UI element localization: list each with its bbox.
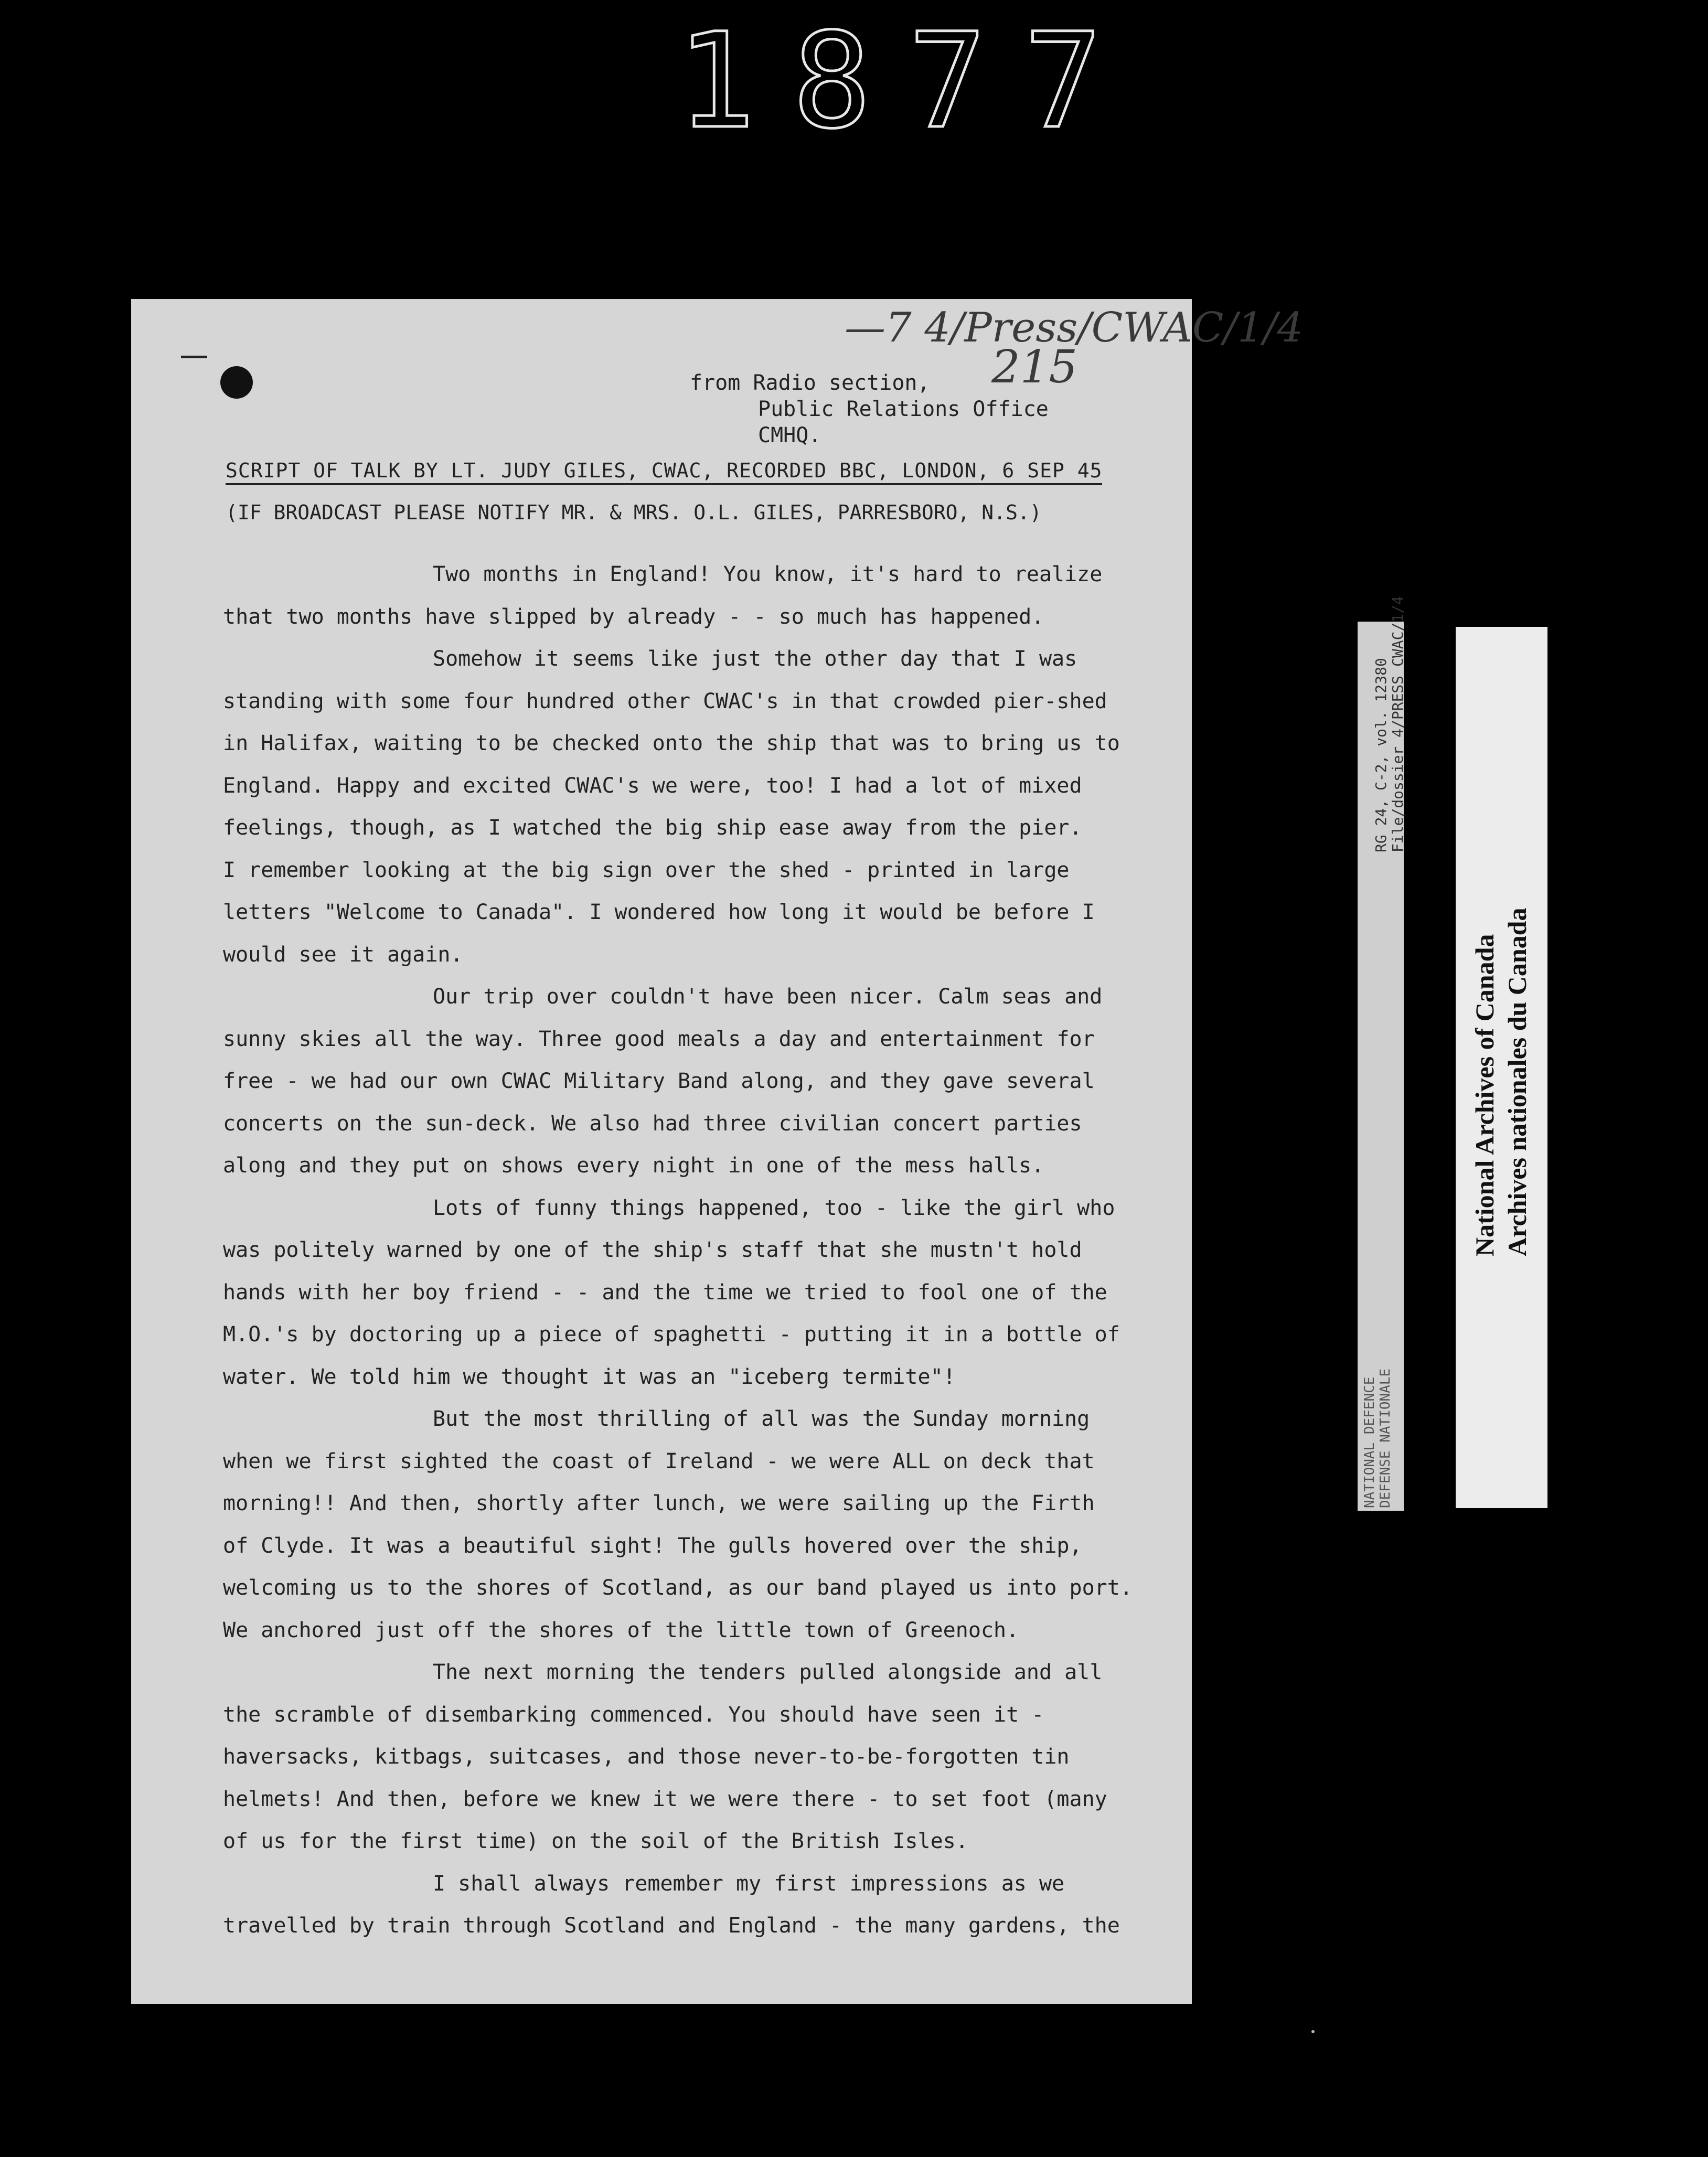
text-line: in Halifax, waiting to be checked onto the ship that was to bring us to xyxy=(223,731,1120,755)
text-line: that two months have slipped by already - - so much has happened. xyxy=(223,604,1044,629)
text-line: hands with her boy friend - - and the time we tried to fool one of the xyxy=(223,1280,1107,1305)
text-line: I remember looking at the big sign over the shed - printed in large xyxy=(223,858,1070,882)
dust-speck xyxy=(1311,2030,1315,2033)
text-line: Lots of funny things happened, too - like the girl who xyxy=(433,1195,1115,1220)
pencil-mark xyxy=(181,356,207,358)
text-line: We anchored just off the shores of the little town of Greenoch. xyxy=(223,1618,1019,1642)
text-line: along and they put on shows every night in one of the mess halls. xyxy=(223,1154,1044,1178)
text-line: Two months in England! You know, it's hard to realize xyxy=(433,562,1103,586)
text-line: helmets! And then, before we knew it we were there - to set foot (many xyxy=(223,1787,1107,1811)
text-line: free - we had our own CWAC Military Band along, and they gave several xyxy=(223,1069,1095,1093)
text-line: M.O.'s by doctoring up a piece of spaghetti - putting it in a bottle of xyxy=(223,1322,1120,1347)
script-title: SCRIPT OF TALK BY LT. JUDY GILES, CWAC, RECORDED BBC, LONDON, 6 SEP 45 xyxy=(226,459,1102,485)
punch-hole xyxy=(220,366,253,399)
archives-name-en: National Archives of Canada xyxy=(1470,934,1499,1256)
text-line: Our trip over couldn't have been nicer. Calm seas and xyxy=(433,985,1103,1009)
text-line: welcoming us to the shores of Scotland, as our band played us into port. xyxy=(223,1576,1133,1600)
archives-name-fr: Archives nationales du Canada xyxy=(1502,907,1532,1256)
letterhead xyxy=(690,370,1049,449)
text-line: England. Happy and excited CWAC's we were, too! I had a lot of mixed xyxy=(223,773,1082,798)
text-line: morning!! And then, shortly after lunch, we were sailing up the Firth xyxy=(223,1491,1095,1515)
text-line: But the most thrilling of all was the Sunday morning xyxy=(433,1407,1090,1431)
text-line: was politely warned by one of the ship's staff that she mustn't hold xyxy=(223,1238,1082,1262)
text-line: standing with some four hundred other CWAC's in that crowded pier-shed xyxy=(223,689,1107,713)
text-line: concerts on the sun-deck. We also had three civilian concert parties xyxy=(223,1111,1082,1136)
text-line: the scramble of disembarking commenced. You should have seen it - xyxy=(223,1702,1044,1727)
text-line: of us for the first time) on the soil of the British Isles. xyxy=(223,1829,968,1853)
archive-source-line: RG 24, C-2, vol. 12380 xyxy=(1372,658,1390,852)
text-line: travelled by train through Scotland and England - the many gardens, the xyxy=(223,1914,1120,1938)
text-line: I shall always remember my first impressions as we xyxy=(433,1871,1065,1896)
department-line: DEFENSE NATIONALE xyxy=(1378,1368,1393,1508)
archive-source-line: File/dossier 4/PRESS CWAC/1/4 xyxy=(1389,596,1406,852)
text-line: letters "Welcome to Canada". I wondered how long it would be before I xyxy=(223,900,1095,924)
text-line: feelings, though, as I watched the big ship ease away from the pier. xyxy=(223,816,1082,840)
broadcast-notice: (IF BROADCAST PLEASE NOTIFY MR. & MRS. O.L. GILES, PARRESBORO, N.S.) xyxy=(226,501,1042,524)
text-line: haversacks, kitbags, suitcases, and those never-to-be-forgotten tin xyxy=(223,1745,1070,1769)
document-page xyxy=(131,299,1304,2004)
handwritten-page-number: 215 xyxy=(991,341,1078,393)
department-line: NATIONAL DEFENCE xyxy=(1362,1376,1378,1508)
header-line: Public Relations Office xyxy=(758,397,1049,421)
handwritten-file-reference: —7 4/Press/CWAC/1/4 xyxy=(845,304,1304,351)
text-line: would see it again. xyxy=(223,942,463,967)
text-line: when we first sighted the coast of Ireland - we were ALL on deck that xyxy=(223,1449,1095,1473)
text-line: Somehow it seems like just the other day that I was xyxy=(433,647,1077,671)
text-line: of Clyde. It was a beautiful sight! The gulls hovered over the ship, xyxy=(223,1533,1082,1558)
header-line: CMHQ. xyxy=(758,423,821,447)
microfilm-frame-number: 1877 xyxy=(677,5,1140,157)
text-line: water. We told him we thought it was an "iceberg termite"! xyxy=(223,1364,956,1389)
text-line: sunny skies all the way. Three good meals a day and entertainment for xyxy=(223,1027,1095,1051)
header-line: from Radio section, xyxy=(690,371,930,395)
script-body xyxy=(223,553,1167,1947)
text-line: The next morning the tenders pulled alongside and all xyxy=(433,1660,1103,1684)
